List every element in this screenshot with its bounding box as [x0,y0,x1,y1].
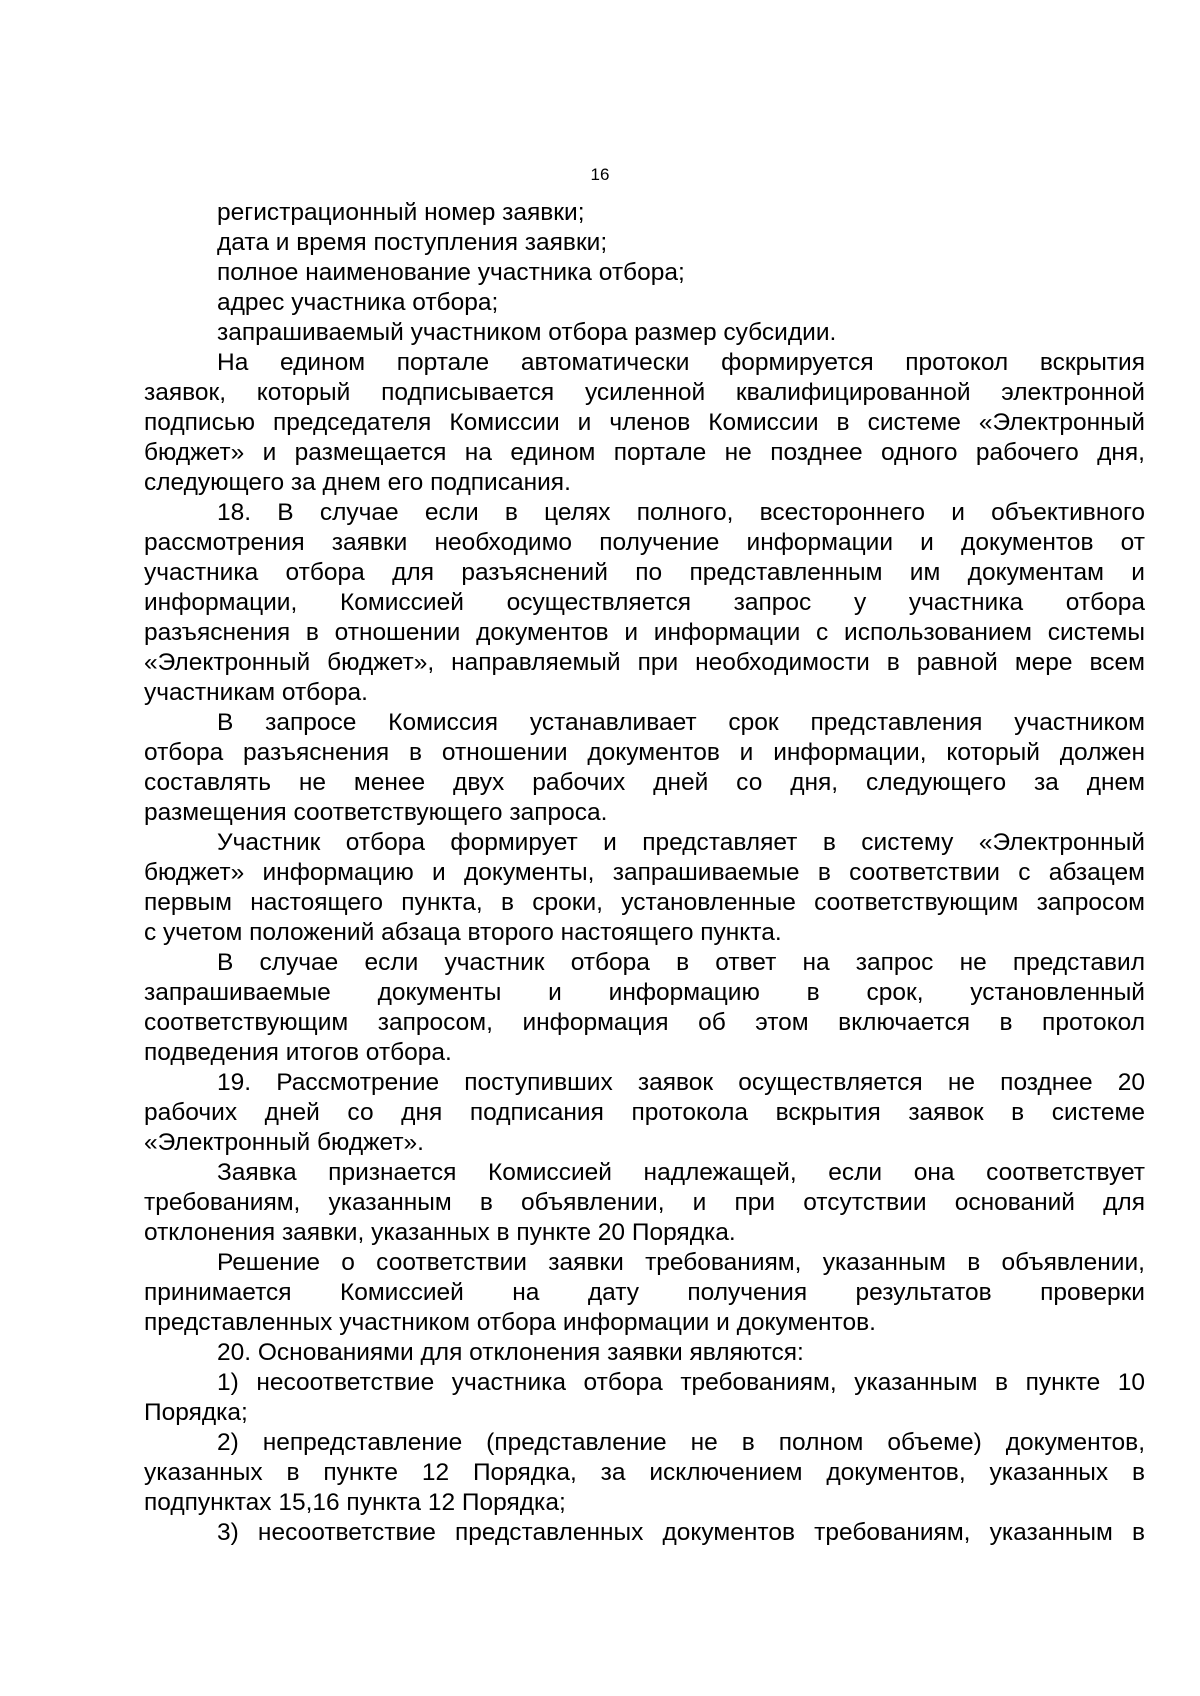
document-body [144,198,1145,1548]
text-line: регистрационный номер заявки; [217,199,585,226]
page-number: 16 [590,165,610,184]
text-line: подписью председателя Комиссии и членов Комиссии в системе «Электронный [144,409,1145,436]
text-line: составлять не менее двух рабочих дней со дня, следующего за днем [144,769,1145,796]
text-line: запрашиваемые документы и информацию в срок, установленный [144,979,1145,1006]
text-line: принимается Комиссией на дату получения результатов проверки [144,1279,1145,1306]
text-line: соответствующим запросом, информация об этом включается в протокол [144,1009,1145,1036]
text-line: с учетом положений абзаца второго настоящего пункта. [144,919,782,946]
text-line: подпунктах 15,16 пункта 12 Порядка; [144,1489,566,1516]
text-line: бюджет» и размещается на едином портале не позднее одного рабочего дня, [144,439,1145,466]
text-line: 20. Основаниями для отклонения заявки являются: [217,1339,804,1366]
text-line: Заявка признается Комиссией надлежащей, если она соответствует [217,1159,1145,1186]
text-line: дата и время поступления заявки; [217,229,608,256]
text-line: Решение о соответствии заявки требованиям, указанным в объявлении, [217,1249,1145,1276]
text-line: В запросе Комиссия устанавливает срок представления участником [217,709,1145,736]
text-line: следующего за днем его подписания. [144,469,571,496]
text-line: представленных участником отбора информации и документов. [144,1309,876,1336]
text-line: участникам отбора. [144,679,368,706]
text-line: размещения соответствующего запроса. [144,799,608,826]
text-line: указанных в пункте 12 Порядка, за исключением документов, указанных в [144,1459,1145,1486]
text-line: подведения итогов отбора. [144,1039,452,1066]
text-line: рабочих дней со дня подписания протокола вскрытия заявок в системе [144,1099,1145,1126]
text-line: Порядка; [144,1399,248,1426]
text-line: Участник отбора формирует и представляет в систему «Электронный [217,829,1145,856]
text-line: 2) непредставление (представление не в полном объеме) документов, [217,1429,1145,1456]
text-line: заявок, который подписывается усиленной квалифицированной электронной [144,379,1145,406]
text-line: запрашиваемый участником отбора размер субсидии. [217,319,837,346]
text-line: участника отбора для разъяснений по представленным им документам и [144,559,1145,586]
text-line: первым настоящего пункта, в сроки, установленные соответствующим запросом [144,889,1145,916]
text-line: адрес участника отбора; [217,289,499,316]
text-line: рассмотрения заявки необходимо получение информации и документов от [144,529,1145,556]
text-line: 1) несоответствие участника отбора требованиям, указанным в пункте 10 [217,1369,1145,1396]
text-line: 18. В случае если в целях полного, всестороннего и объективного [217,499,1145,526]
text-line: На едином портале автоматически формируется протокол вскрытия [217,349,1145,376]
text-line: требованиям, указанным в объявлении, и при отсутствии оснований для [144,1189,1145,1216]
text-line: разъяснения в отношении документов и информации с использованием системы [144,619,1145,646]
text-line: полное наименование участника отбора; [217,259,685,286]
text-line: отклонения заявки, указанных в пункте 20 Порядка. [144,1219,736,1246]
text-line: В случае если участник отбора в ответ на запрос не представил [217,949,1145,976]
text-line: информации, Комиссией осуществляется запрос у участника отбора [144,589,1145,616]
text-line: 3) несоответствие представленных документов требованиям, указанным в [217,1519,1145,1546]
text-line: отбора разъяснения в отношении документов и информации, который должен [144,739,1145,766]
text-line: «Электронный бюджет», направляемый при необходимости в равной мере всем [144,649,1145,676]
text-line: «Электронный бюджет». [144,1129,424,1156]
text-line: 19. Рассмотрение поступивших заявок осуществляется не позднее 20 [217,1069,1145,1096]
text-line: бюджет» информацию и документы, запрашиваемые в соответствии с абзацем [144,859,1145,886]
